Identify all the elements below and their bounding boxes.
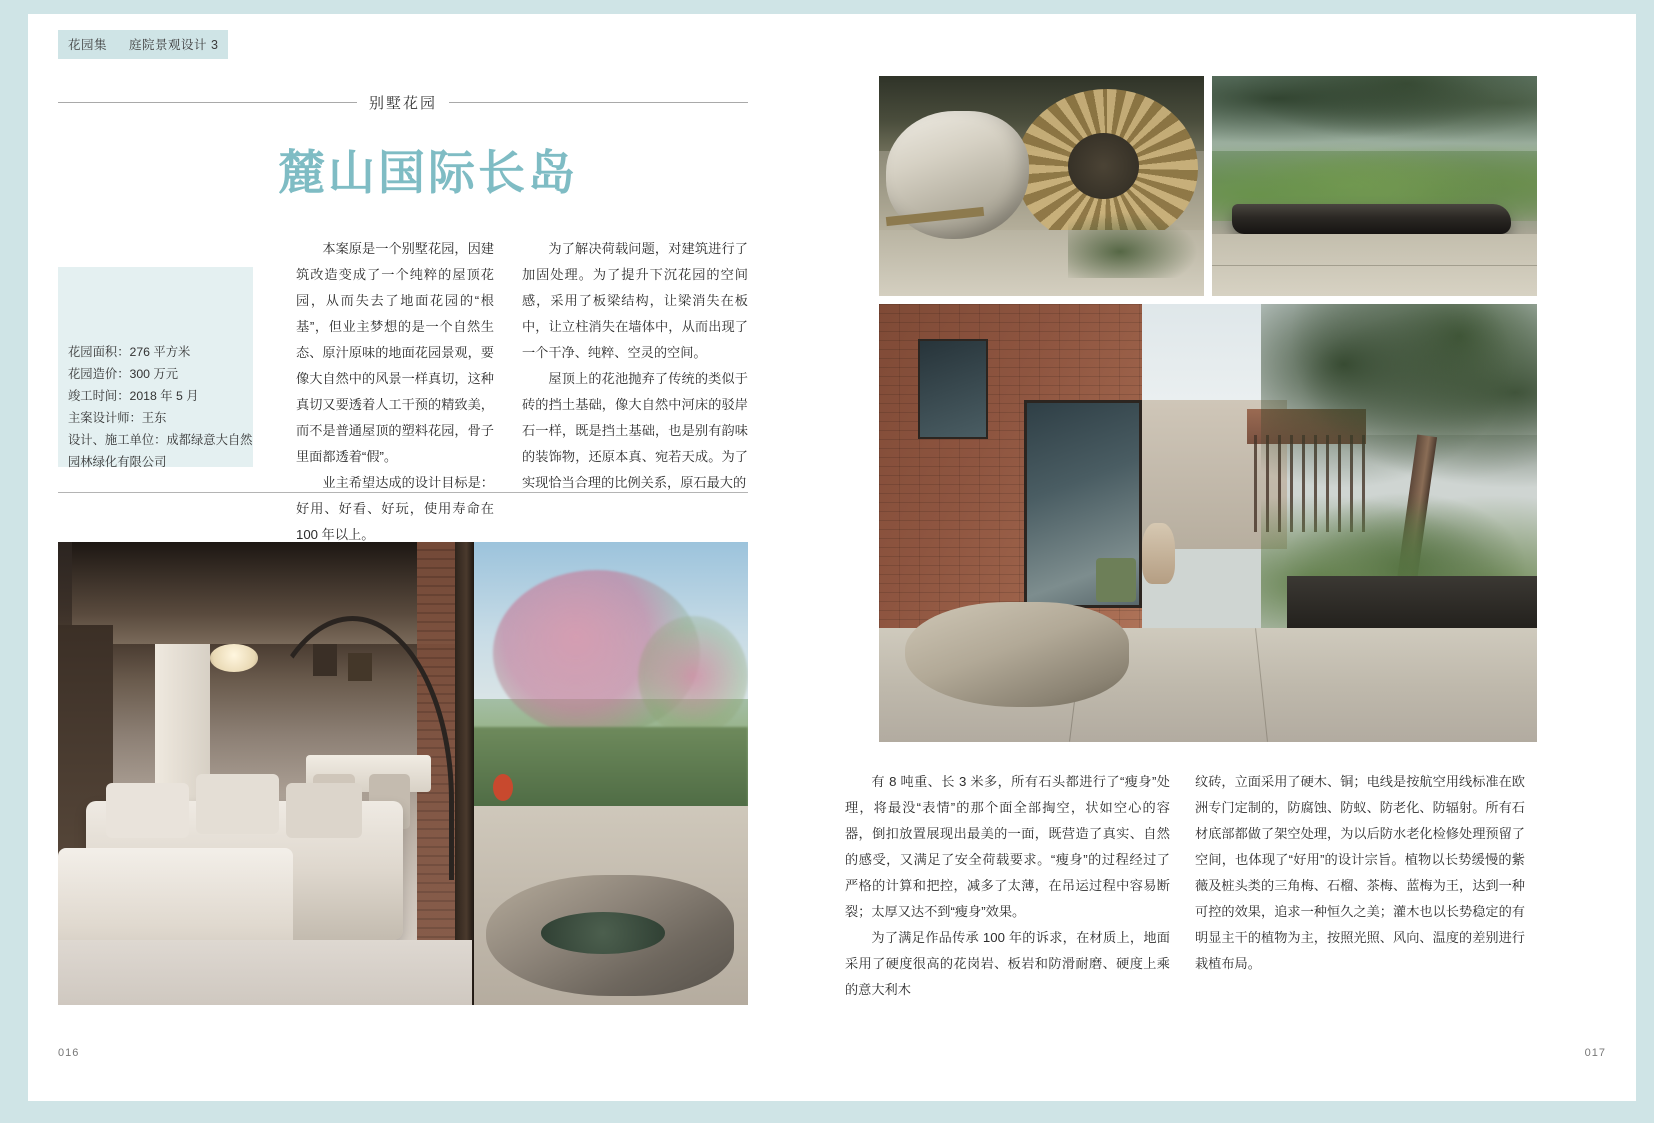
column-divider-rule	[58, 492, 748, 493]
folio-left: 016	[58, 1047, 80, 1059]
paragraph: 业主希望达成的设计目标是：好用、好看、好玩，使用寿命在 100 年以上。	[296, 475, 494, 542]
photo-layer-pool-water	[541, 912, 665, 954]
info-item-designer: 主案设计师：王东	[68, 411, 167, 425]
photo-interior-living-room	[58, 542, 748, 1005]
photo-layer-blossom-tree-2	[638, 616, 748, 736]
photo-layer-upper-window	[918, 339, 988, 439]
top-band	[0, 0, 1654, 14]
photo-layer-lamp-shade	[210, 644, 258, 672]
paragraph: 有 8 吨重、长 3 米多，所有石头都进行了“瘦身”处理，将最没“表情”的那个面全部掏空，状如空心的容器，倒扣放置展现出最美的一面，既营造了真实、自然的感受，又满足了安全荷载要求。“瘦身”的过程经过了严格的计算和把控，减多了太薄，在吊运过程中容易断裂；太厚又达不到“瘦身”效果。	[845, 774, 1170, 919]
page-title: 麓山国际长岛	[278, 146, 578, 199]
photo-layer-floor	[58, 940, 472, 1005]
running-head-series: 花园集	[68, 38, 108, 52]
kicker-label: 别墅花园	[369, 95, 438, 112]
paragraph: 屋顶上的花池抛弃了传统的类似于砖的挡土基础，像大自然中河床的驳岸石一样，既是挡土基础，也是别有韵味的装饰物，还原本真、宛若天成。为了实现恰当合理的比例关系，原石最大的	[522, 371, 748, 490]
photo-layer-large-boulder	[905, 602, 1129, 707]
photo-layer-hedge	[472, 727, 748, 810]
photo-layer-planting	[1068, 212, 1198, 278]
photo-layer-black-stone-bench	[1232, 204, 1512, 235]
article-kicker	[58, 92, 748, 113]
info-item-completion: 竣工时间：2018 年 5 月	[68, 389, 199, 403]
photo-layer-stair-core	[1068, 133, 1140, 199]
photo-layer-ceiling	[72, 542, 458, 644]
photo-stone-bench-ferns	[1212, 76, 1537, 296]
paragraph: 为了满足作品传承 100 年的诉求，在材质上，地面采用了硬度很高的花岗岩、板岩和防滑耐磨、硬度上乘的意大利木	[845, 930, 1170, 997]
paragraph: 纹砖，立面采用了硬木、铜；电线是按航空用线标准在欧洲专门定制的，防腐蚀、防蚁、防老化、防辐射。所有石材底部都做了架空处理，为以后防水老化检修处理预留了空间，也体现了“好用”的设计宗旨。植物以长势缓慢的紫薇及桩头类的三角梅、石榴、茶梅、蓝梅为王，达到一种可控的效果，追求一种恒久之美；灌木也以长势稳定的有明显主干的植物为主，按照光照、风向、温度的差别进行栽植布局。	[1195, 774, 1525, 971]
photo-layer-ceramic-jar	[1142, 523, 1175, 584]
photo-layer-pendant-light	[348, 653, 372, 681]
page-sheet	[28, 14, 1636, 1101]
body-column-a	[296, 236, 494, 548]
info-item-company: 设计、施工单位：成都绿意大自然园林绿化有限公司	[68, 433, 253, 469]
body-column-b	[522, 236, 748, 496]
info-item-cost: 花园造价：300 万元	[68, 367, 179, 381]
kicker-rule-left	[58, 102, 357, 103]
photo-layer-cushion	[106, 783, 189, 839]
left-band	[0, 0, 28, 1123]
right-band	[1636, 0, 1654, 1123]
info-item-area: 花园面积：276 平方米	[68, 345, 191, 359]
photo-layer-door-frame	[455, 542, 474, 1005]
paragraph: 为了解决荷载问题，对建筑进行了加固处理。为了提升下沉花园的空间感，采用了板梁结构，让梁消失在板中，让立柱消失在墙体中，从而出现了一个干净、纯粹、空灵的空间。	[522, 241, 748, 360]
photo-layer-pendant-light	[313, 644, 337, 676]
photo-layer-tree-canopy	[1261, 304, 1537, 505]
folio-right: 017	[1584, 1047, 1606, 1059]
photo-boulder-spiral-stair	[879, 76, 1204, 296]
bottom-band	[0, 1101, 1654, 1123]
kicker-rule-right	[449, 102, 748, 103]
photo-layer-planter	[1096, 558, 1135, 602]
body-column-d	[1195, 769, 1525, 977]
body-column-c	[845, 769, 1170, 1003]
photo-layer-paving-joint	[1212, 265, 1537, 266]
project-info-list	[68, 341, 253, 473]
paragraph: 本案原是一个别墅花园，因建筑改造变成了一个纯粹的屋顶花园，从而失去了地面花园的“根基”，但业主梦想的是一个自然生态、原汁原味的地面花园景观，要像大自然中的风景一样真切，这种真切又要透着人工干预的精致美，而不是普通屋顶的塑料花园，骨子里面都透着“假”。	[296, 241, 494, 464]
running-head-section: 庭院景观设计 3	[128, 38, 219, 52]
photo-brick-courtyard	[879, 304, 1537, 742]
running-head	[58, 30, 228, 59]
